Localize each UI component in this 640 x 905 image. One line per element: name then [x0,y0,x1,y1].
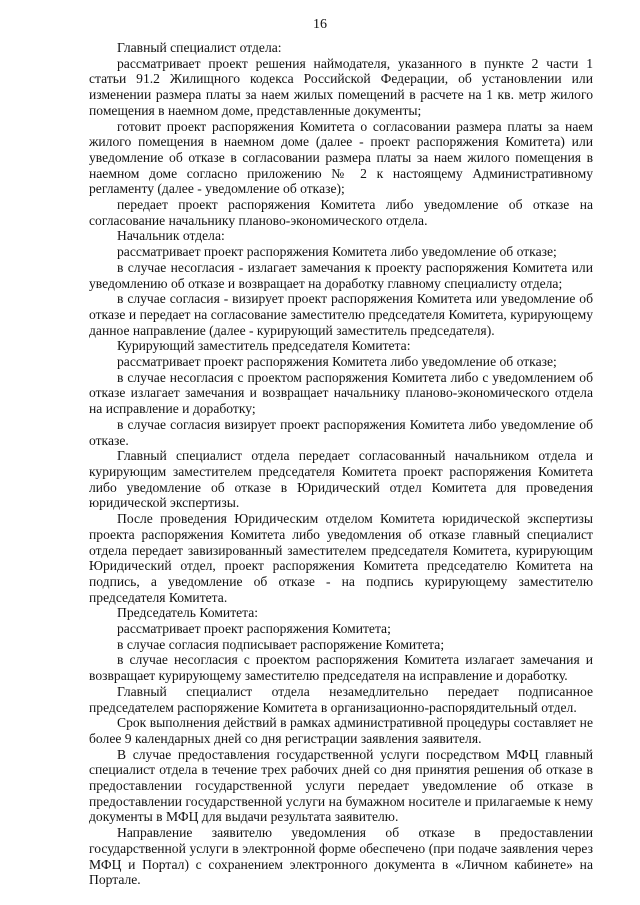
paragraph: Направление заявителю уведомления об отказе в предоставлении государственной услуги в электронной форме обеспечено (при подаче заявления через МФЦ и Портал) с сохранением электронного документа в «Личном кабинете» на Портале. [89,825,593,888]
paragraph: Главный специалист отдела незамедлительно передает подписанное председателем распоряжение Комитета в организационно-распорядительный отдел. [89,683,593,715]
paragraph: Курирующий заместитель председателя Комитета: [117,338,411,354]
paragraph: рассматривает проект распоряжения Комитета либо уведомление об отказе; [117,354,557,370]
paragraph: в случае согласия визирует проект распоряжения Комитета либо уведомление об отказе. [89,416,593,448]
paragraph: в случае несогласия с проектом распоряжения Комитета излагает замечания и возвращает курирующему заместителю председателя на исправление и доработку. [89,652,593,684]
paragraph: рассматривает проект решения наймодателя, указанного в пункте 2 части 1 статьи 91.2 Жилищного кодекса Российской Федерации, об установлении или изменении размера платы за наем жилых помещений в расчете на 1 кв. метр жилого помещения в наемном доме, представленные документы; [89,55,593,118]
paragraph: передает проект распоряжения Комитета либо уведомление об отказе на согласование начальнику планово-экономического отдела. [89,197,593,228]
page-number: 16 [313,17,327,32]
paragraph: в случае согласия подписывает распоряжение Комитета; [117,636,445,652]
paragraph: Срок выполнения действий в рамках административной процедуры составляет не более 9 календарных дней со дня регистрации заявления заявителя. [89,715,593,746]
document-body [89,40,593,888]
paragraph: в случае несогласия - излагает замечания к проекту распоряжения Комитета или уведомлению об отказе и возвращает на доработку главному специалисту отдела; [89,259,593,291]
paragraph: В случае предоставления государственной услуги посредством МФЦ главный специалист отдела в течение трех рабочих дней со дня принятия решения об отказе в предоставлении государственной услуги передает уведомление об отказе в предоставлении государственной услуги на бумажном носителе и прилагаемые к нему документы в МФЦ для выдачи результата заявителю. [89,746,593,825]
paragraph: в случае согласия - визирует проект распоряжения Комитета или уведомление об отказе и передает на согласование заместителю председателя Комитета, курирующему данное направление (далее - курирующий заместитель председателя). [89,291,593,338]
paragraph: рассматривает проект распоряжения Комитета либо уведомление об отказе; [117,244,557,260]
paragraph: Председатель Комитета: [117,605,259,621]
paragraph: в случае несогласия с проектом распоряжения Комитета либо с уведомлением об отказе излагает замечания и возвращает начальнику планово-экономического отдела на исправление и доработку; [89,369,593,417]
paragraph: Главный специалист отдела: [117,40,282,55]
paragraph: рассматривает проект распоряжения Комитета; [117,621,391,637]
paragraph: Начальник отдела: [117,228,225,244]
paragraph: Главный специалист отдела передает согласованный начальником отдела и курирующим заместителем председателя Комитета проект распоряжения Комитета либо уведомление об отказе в Юридический отдел Комитета для проведения юридической экспертизы. [89,448,593,511]
paragraph: После проведения Юридическим отделом Комитета юридической экспертизы проекта распоряжения Комитета либо уведомления об отказе главный специалист отдела передает завизированный заместителем председателя Комитета, курирующим Юридический отдел, проект распоряжения Комитета председателю Комитета на подпись, а уведомление об отказе - на подпись курирующему заместителю председателя Комитета. [89,511,593,605]
paragraph: готовит проект распоряжения Комитета о согласовании размера платы за наем жилого помещения в наемном доме (далее - проект распоряжения Комитета) или уведомление об отказе в согласовании размера платы за наем жилого помещения в наемном доме согласно приложению № 2 к настоящему Административному регламенту (далее - уведомление об отказе); [89,118,593,197]
